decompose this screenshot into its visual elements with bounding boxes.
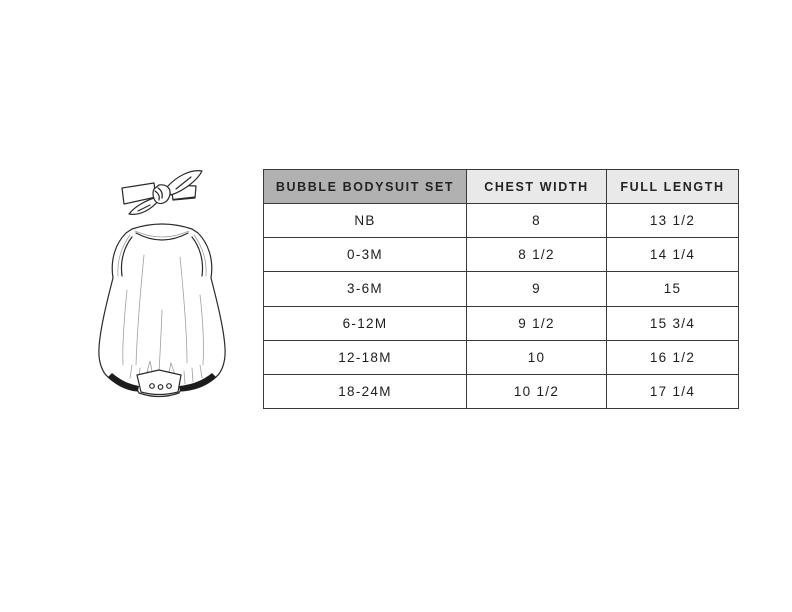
size-cell: 6-12M	[264, 306, 467, 340]
bubble-bodysuit-icon	[99, 224, 225, 397]
table-row	[264, 306, 739, 340]
size-cell: 18-24M	[264, 374, 467, 408]
full-length-cell: 17 1/4	[607, 374, 739, 408]
full-length-cell: 15 3/4	[607, 306, 739, 340]
chest-width-cell: 10	[467, 340, 607, 374]
table-row	[264, 374, 739, 408]
knotted-headband-bow-icon	[122, 171, 202, 215]
bubble-bodysuit-illustration	[80, 160, 260, 410]
table-row	[264, 238, 739, 272]
chest-width-cell: 9	[467, 272, 607, 306]
header-row	[264, 170, 739, 204]
table-row	[264, 272, 739, 306]
table-row	[264, 340, 739, 374]
full-length-cell: 16 1/2	[607, 340, 739, 374]
size-chart-table	[263, 169, 739, 409]
column-header-chest-width: CHEST WIDTH	[467, 170, 607, 204]
chest-width-cell: 8 1/2	[467, 238, 607, 272]
column-header-full-length: FULL LENGTH	[607, 170, 739, 204]
full-length-cell: 14 1/4	[607, 238, 739, 272]
chest-width-cell: 8	[467, 204, 607, 238]
full-length-cell: 15	[607, 272, 739, 306]
chest-width-cell: 9 1/2	[467, 306, 607, 340]
table-row	[264, 204, 739, 238]
size-cell: NB	[264, 204, 467, 238]
size-cell: 12-18M	[264, 340, 467, 374]
column-header-product: BUBBLE BODYSUIT SET	[264, 170, 467, 204]
size-cell: 0-3M	[264, 238, 467, 272]
chest-width-cell: 10 1/2	[467, 374, 607, 408]
full-length-cell: 13 1/2	[607, 204, 739, 238]
size-cell: 3-6M	[264, 272, 467, 306]
